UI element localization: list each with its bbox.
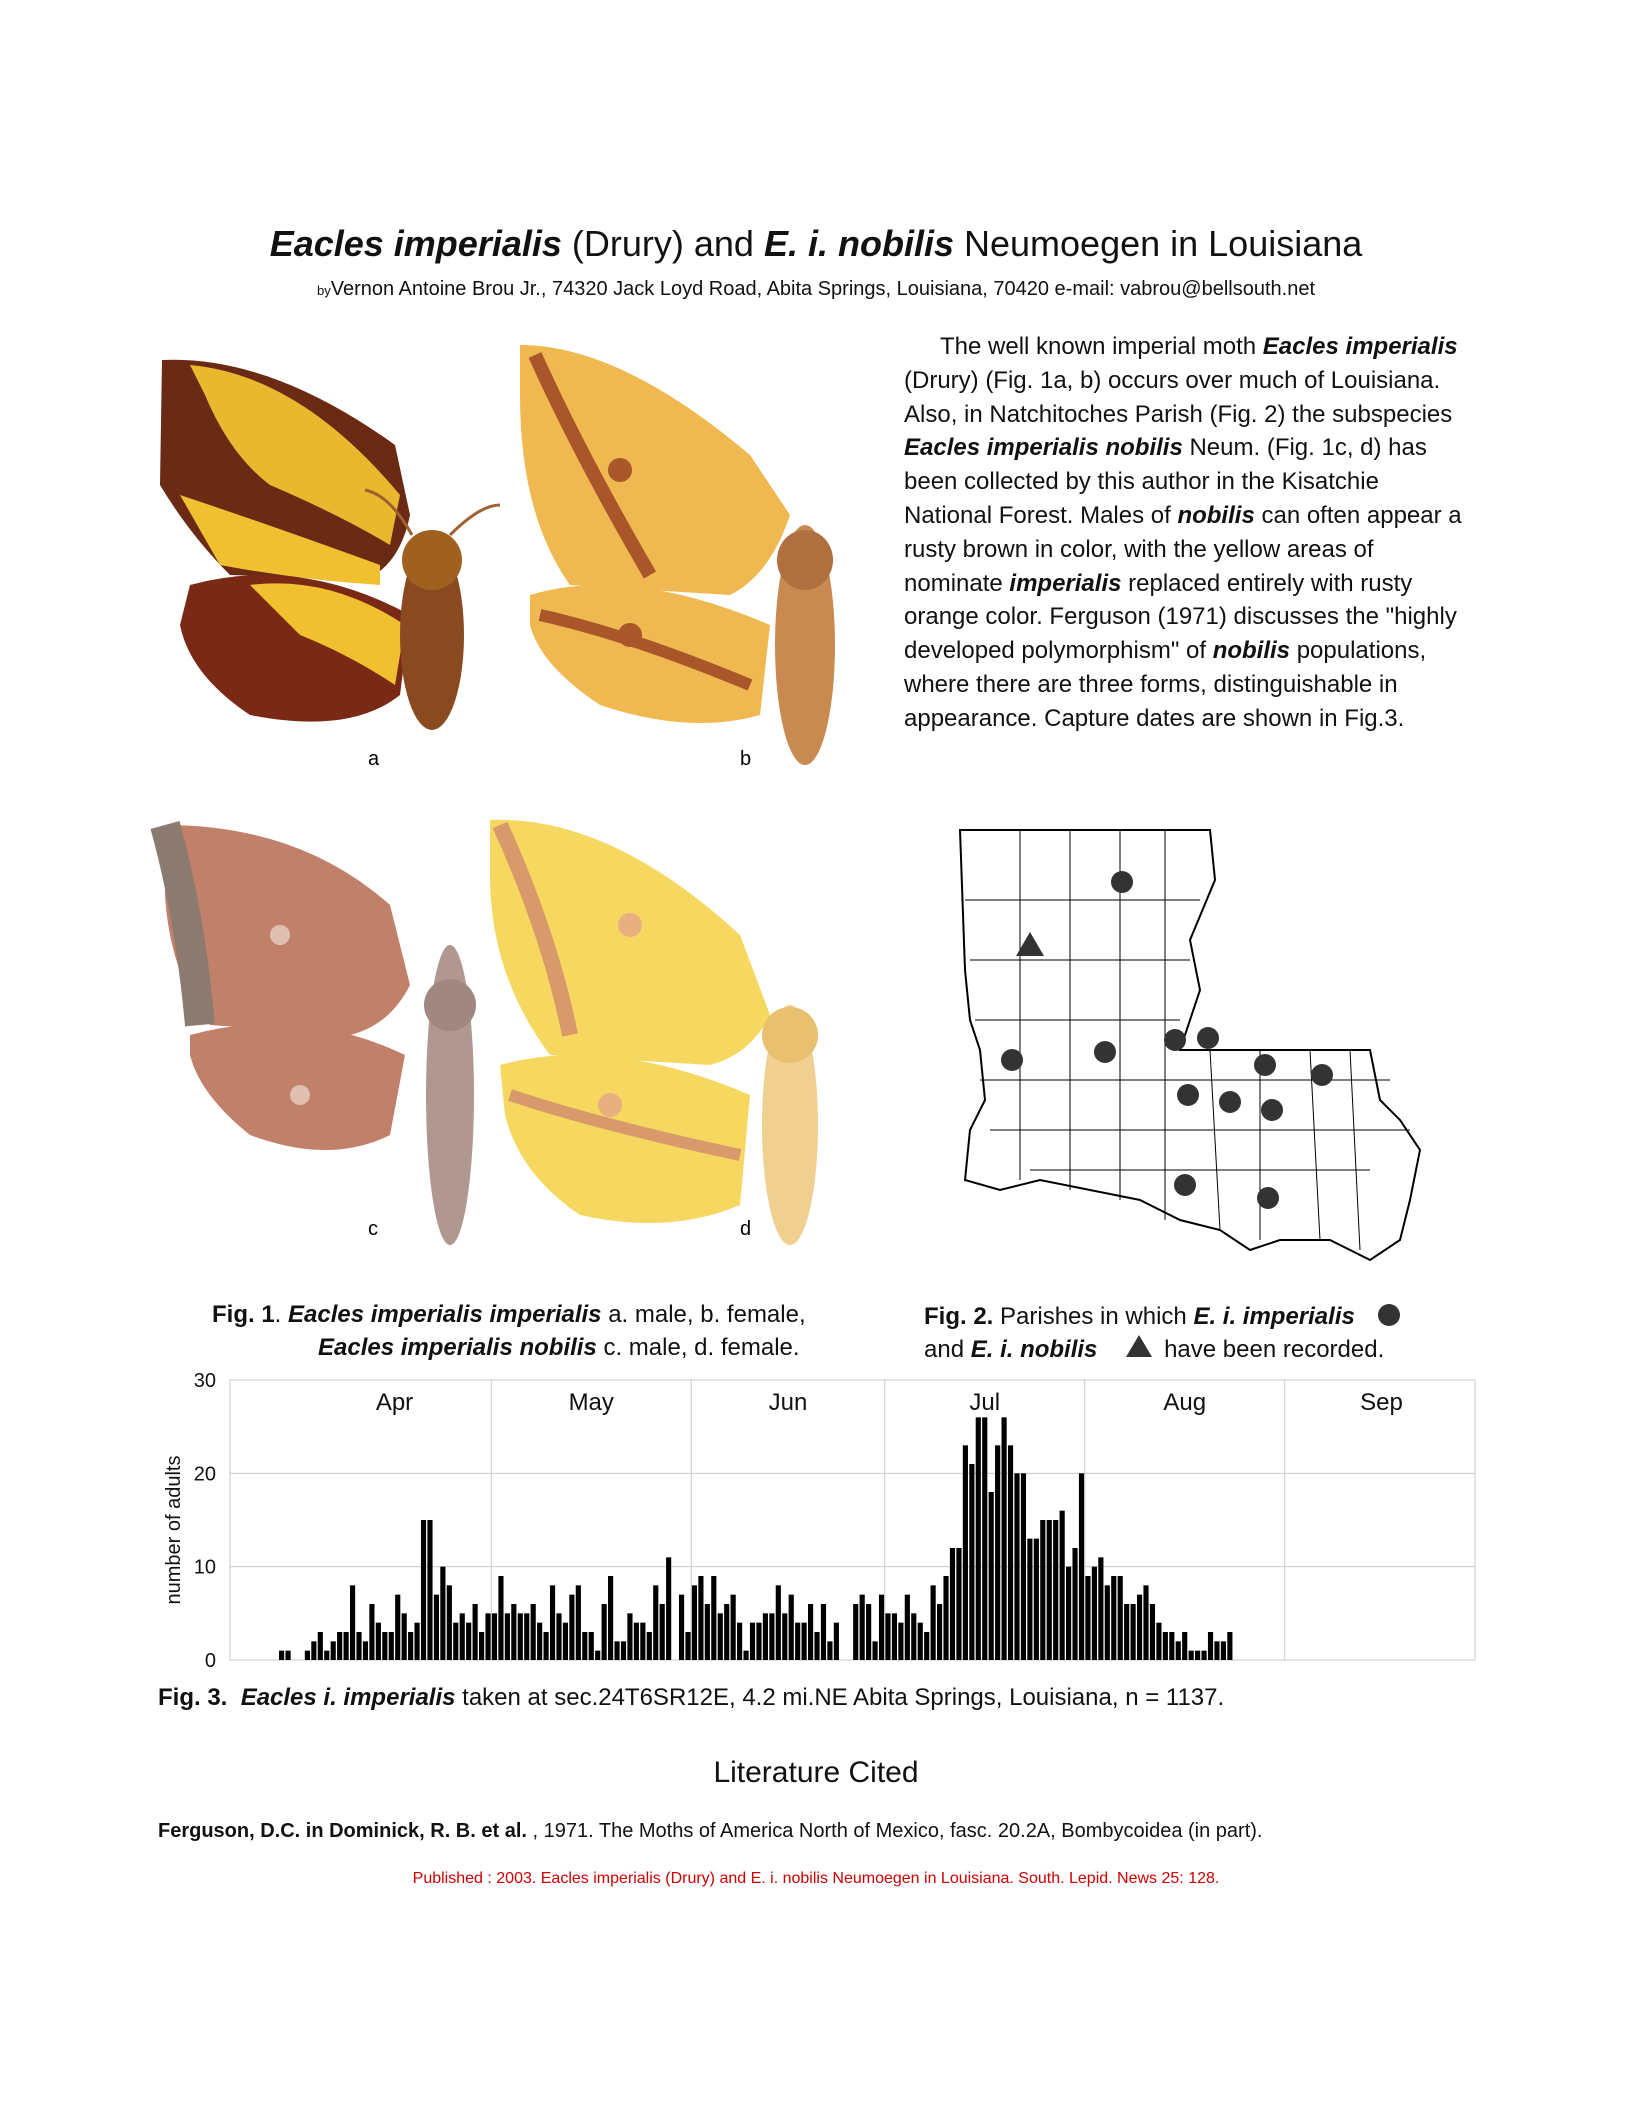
- fig2-caption: [924, 1300, 1402, 1366]
- bar: [627, 1613, 632, 1660]
- title-species: Eacles imperialis: [269, 223, 562, 264]
- bar: [937, 1604, 942, 1660]
- fig1-name2: Eacles imperialis nobilis: [318, 1334, 597, 1361]
- bar: [1047, 1520, 1052, 1660]
- bar: [969, 1464, 974, 1660]
- moth-photo-a: [160, 360, 500, 770]
- bar: [1195, 1651, 1200, 1660]
- bar: [569, 1595, 574, 1660]
- fig2-name1: E. i. imperialis: [1193, 1303, 1355, 1330]
- bar: [814, 1632, 819, 1660]
- bar: [485, 1613, 490, 1660]
- bar: [1111, 1576, 1116, 1660]
- month-label: Jun: [768, 1389, 808, 1416]
- bar: [479, 1632, 484, 1660]
- bar: [685, 1632, 690, 1660]
- bar: [498, 1576, 503, 1660]
- bar: [1156, 1623, 1161, 1660]
- literature-heading: Literature Cited: [713, 1756, 919, 1789]
- bar: [853, 1604, 858, 1660]
- bar: [1214, 1641, 1219, 1660]
- bar: [834, 1623, 839, 1660]
- bar: [621, 1641, 626, 1660]
- intro-text: (Drury) (Fig. 1a, b) occurs over much of Louisiana. Also, in Natchitoches Parish (Fig. 2) the subspecies: [904, 366, 1453, 428]
- bar: [382, 1632, 387, 1660]
- bar: [931, 1585, 936, 1660]
- bar: [331, 1641, 336, 1660]
- intro-text: populations, where there are three forms, distinguishable in appearance. Capture dates are shown in Fig.3.: [904, 637, 1427, 732]
- bar: [718, 1613, 723, 1660]
- moth-photo-b: [520, 345, 835, 770]
- bar: [634, 1623, 639, 1660]
- intro-nobilis: nobilis: [1212, 637, 1291, 665]
- bar: [402, 1613, 407, 1660]
- month-label: Apr: [375, 1389, 414, 1416]
- chart-grid: [230, 1380, 1475, 1660]
- legend-triangle-icon: [1124, 1333, 1154, 1359]
- reference-text: , 1971. The Moths of America North of Mexico, fasc. 20.2A, Bombycoidea (in part).: [526, 1820, 1263, 1842]
- bar: [318, 1632, 323, 1660]
- bar: [879, 1595, 884, 1660]
- bar: [427, 1520, 432, 1660]
- bar: [756, 1623, 761, 1660]
- y-tick-label: 30: [193, 1370, 216, 1392]
- fig2-text: and: [924, 1336, 971, 1363]
- intro-text: Neum. (Fig. 1c, d) has been collected by this author in the Kisatchie National Forest. Males of: [904, 434, 1427, 529]
- bar: [421, 1520, 426, 1660]
- bar: [976, 1417, 981, 1660]
- bar: [1092, 1567, 1097, 1660]
- bar: [1137, 1595, 1142, 1660]
- reference-author: Ferguson, D.C. in Dominick, R. B. et al.: [158, 1820, 527, 1842]
- bar: [724, 1604, 729, 1660]
- bar: [1163, 1632, 1168, 1660]
- bar: [608, 1576, 613, 1660]
- bar: [743, 1651, 748, 1660]
- bar: [1208, 1632, 1213, 1660]
- bar: [369, 1604, 374, 1660]
- bar: [924, 1632, 929, 1660]
- bar: [505, 1613, 510, 1660]
- bar: [447, 1585, 452, 1660]
- bar: [1072, 1548, 1077, 1660]
- bar: [943, 1576, 948, 1660]
- byline: [0, 278, 1632, 301]
- fig1-label: Fig. 1: [212, 1301, 275, 1328]
- bar: [389, 1632, 394, 1660]
- bar: [376, 1623, 381, 1660]
- bar: [731, 1595, 736, 1660]
- intro-text: replaced entirely with rusty orange color. Ferguson (1971) discusses the "highly developed polymorphism" of: [904, 569, 1457, 665]
- intro-species: Eacles imperialis: [1262, 333, 1458, 360]
- bar: [279, 1651, 284, 1660]
- bar: [647, 1632, 652, 1660]
- bar: [827, 1641, 832, 1660]
- bar: [1040, 1520, 1045, 1660]
- fig1-desc2: c. male, d. female.: [596, 1334, 800, 1361]
- bar: [808, 1604, 813, 1660]
- bar: [1227, 1632, 1232, 1660]
- bar: [1105, 1585, 1110, 1660]
- title-rest: Neumoegen in Louisiana: [964, 223, 1363, 264]
- title-author: (Drury) and: [571, 223, 754, 264]
- byline-by: by: [316, 283, 331, 298]
- bar: [473, 1604, 478, 1660]
- bar: [653, 1585, 658, 1660]
- fig1-desc1: a. male, b. female,: [601, 1301, 806, 1328]
- louisiana-map: [950, 820, 1430, 1280]
- bar: [795, 1623, 800, 1660]
- title-subspecies: E. i. nobilis: [763, 223, 954, 264]
- bar: [660, 1604, 665, 1660]
- bar: [1079, 1473, 1084, 1660]
- bar: [679, 1595, 684, 1660]
- month-label: Jul: [969, 1389, 1001, 1416]
- bar: [1169, 1632, 1174, 1660]
- bar: [1176, 1641, 1181, 1660]
- chart-bars: [279, 1417, 1232, 1660]
- bar: [776, 1585, 781, 1660]
- y-tick-label: 20: [193, 1463, 216, 1486]
- bar: [563, 1623, 568, 1660]
- bar: [995, 1445, 1000, 1660]
- month-label: Aug: [1163, 1389, 1207, 1416]
- bar: [698, 1576, 703, 1660]
- bar: [782, 1613, 787, 1660]
- bar: [408, 1632, 413, 1660]
- fig3-name: Eacles i. imperialis: [240, 1684, 456, 1711]
- bar: [1066, 1567, 1071, 1660]
- bar: [531, 1604, 536, 1660]
- bar: [789, 1595, 794, 1660]
- byline-text: Vernon Antoine Brou Jr., 74320 Jack Loyd Road, Abita Springs, Louisiana, 70420 e-mail: vabrou@bellsouth.net: [330, 278, 1315, 300]
- capture-dates-chart: [150, 1370, 1490, 1680]
- bar: [524, 1613, 529, 1660]
- fig2-name2: E. i. nobilis: [970, 1336, 1098, 1363]
- bar: [344, 1632, 349, 1660]
- bar: [911, 1613, 916, 1660]
- panel-letter-b: b: [740, 748, 752, 770]
- bar: [1201, 1651, 1206, 1660]
- panel-letter-d: d: [740, 1218, 752, 1240]
- bar: [589, 1632, 594, 1660]
- chart-frame: [230, 1380, 1475, 1660]
- bar: [640, 1623, 645, 1660]
- bar: [350, 1585, 355, 1660]
- bar: [440, 1567, 445, 1660]
- bar: [802, 1623, 807, 1660]
- fig2-text: have been recorded.: [1164, 1336, 1385, 1363]
- bar: [492, 1613, 497, 1660]
- bar: [737, 1623, 742, 1660]
- bar: [1098, 1557, 1103, 1660]
- moth-photo-d: [490, 820, 818, 1245]
- bar: [1221, 1641, 1226, 1660]
- fig3-label: Fig. 3.: [158, 1684, 228, 1711]
- intro-text: The well known imperial moth: [940, 333, 1263, 360]
- fig1-name1: Eacles imperialis imperialis: [288, 1301, 602, 1328]
- fig1-dot: .: [274, 1301, 282, 1328]
- legend-circle-icon: [1376, 1302, 1402, 1328]
- reference-entry: [158, 1820, 1262, 1843]
- bar: [1008, 1445, 1013, 1660]
- fig2-label: Fig. 2.: [924, 1303, 994, 1330]
- bar: [550, 1585, 555, 1660]
- bar: [1060, 1511, 1065, 1660]
- y-tick-label: 10: [193, 1556, 216, 1579]
- bar: [918, 1623, 923, 1660]
- bar: [614, 1641, 619, 1660]
- bar: [950, 1548, 955, 1660]
- bar: [537, 1623, 542, 1660]
- bar: [763, 1613, 768, 1660]
- state-outline: [960, 830, 1420, 1260]
- bar: [556, 1613, 561, 1660]
- bar: [905, 1595, 910, 1660]
- bar: [1143, 1585, 1148, 1660]
- bar: [324, 1651, 329, 1660]
- bar: [414, 1623, 419, 1660]
- moth-photo-c: [165, 825, 476, 1245]
- bar: [750, 1623, 755, 1660]
- bar: [395, 1595, 400, 1660]
- month-label: Sep: [1360, 1389, 1403, 1416]
- bar: [1021, 1473, 1026, 1660]
- bar: [1182, 1632, 1187, 1660]
- fig3-text: taken at sec.24T6SR12E, 4.2 mi.NE Abita Springs, Louisiana, n = 1137.: [455, 1684, 1225, 1711]
- bar: [1014, 1473, 1019, 1660]
- bar: [898, 1623, 903, 1660]
- intro-nobilis: nobilis: [1177, 501, 1255, 529]
- intro-imperialis: imperialis: [1009, 569, 1122, 597]
- bar: [544, 1632, 549, 1660]
- fig2-text: Parishes in which: [993, 1303, 1194, 1330]
- panel-letter-a: a: [368, 748, 380, 770]
- bar: [872, 1641, 877, 1660]
- bar: [363, 1641, 368, 1660]
- bar: [460, 1613, 465, 1660]
- bar: [982, 1417, 987, 1660]
- bar: [305, 1651, 310, 1660]
- bar: [1085, 1576, 1090, 1660]
- bar: [860, 1595, 865, 1660]
- bar: [1034, 1539, 1039, 1660]
- bar: [711, 1576, 716, 1660]
- y-tick-label: 0: [204, 1650, 216, 1672]
- intro-subspecies: Eacles imperialis nobilis: [904, 434, 1183, 462]
- bar: [956, 1548, 961, 1660]
- bar: [518, 1613, 523, 1660]
- bar: [466, 1623, 471, 1660]
- bar: [1150, 1604, 1155, 1660]
- bar: [285, 1651, 290, 1660]
- intro-text: can often appear a rusty brown in color, with the yellow areas of nominate: [904, 501, 1462, 597]
- month-label: May: [568, 1389, 614, 1416]
- bar: [963, 1445, 968, 1660]
- bar: [866, 1604, 871, 1660]
- bar: [1002, 1417, 1007, 1660]
- panel-letter-c: c: [368, 1218, 378, 1240]
- published-note: Published : 2003. Eacles imperialis (Drury) and E. i. nobilis Neumoegen in Louisiana. South. Lepid. News 25: 128.: [412, 1870, 1220, 1887]
- bar: [1124, 1604, 1129, 1660]
- bar: [892, 1613, 897, 1660]
- bar: [1027, 1539, 1032, 1660]
- bar: [511, 1604, 516, 1660]
- bar: [769, 1613, 774, 1660]
- bar: [602, 1604, 607, 1660]
- bar: [582, 1632, 587, 1660]
- bar: [1053, 1520, 1058, 1660]
- paper-title: [0, 222, 1632, 266]
- bar: [576, 1585, 581, 1660]
- bar: [1131, 1604, 1136, 1660]
- chart-ylabel: number of adults: [163, 1455, 185, 1605]
- fig3-caption: [158, 1684, 1224, 1712]
- bar: [434, 1595, 439, 1660]
- bar: [666, 1557, 671, 1660]
- bar: [453, 1623, 458, 1660]
- intro-paragraph: [904, 330, 1464, 736]
- bar: [821, 1604, 826, 1660]
- bar: [1189, 1651, 1194, 1660]
- bar: [705, 1604, 710, 1660]
- bar: [692, 1585, 697, 1660]
- bar: [1118, 1576, 1123, 1660]
- bar: [595, 1651, 600, 1660]
- bar: [337, 1632, 342, 1660]
- bar: [885, 1613, 890, 1660]
- bar: [989, 1492, 994, 1660]
- moth-photos: [150, 335, 890, 1285]
- bar: [356, 1632, 361, 1660]
- bar: [311, 1641, 316, 1660]
- fig1-caption: [212, 1298, 806, 1364]
